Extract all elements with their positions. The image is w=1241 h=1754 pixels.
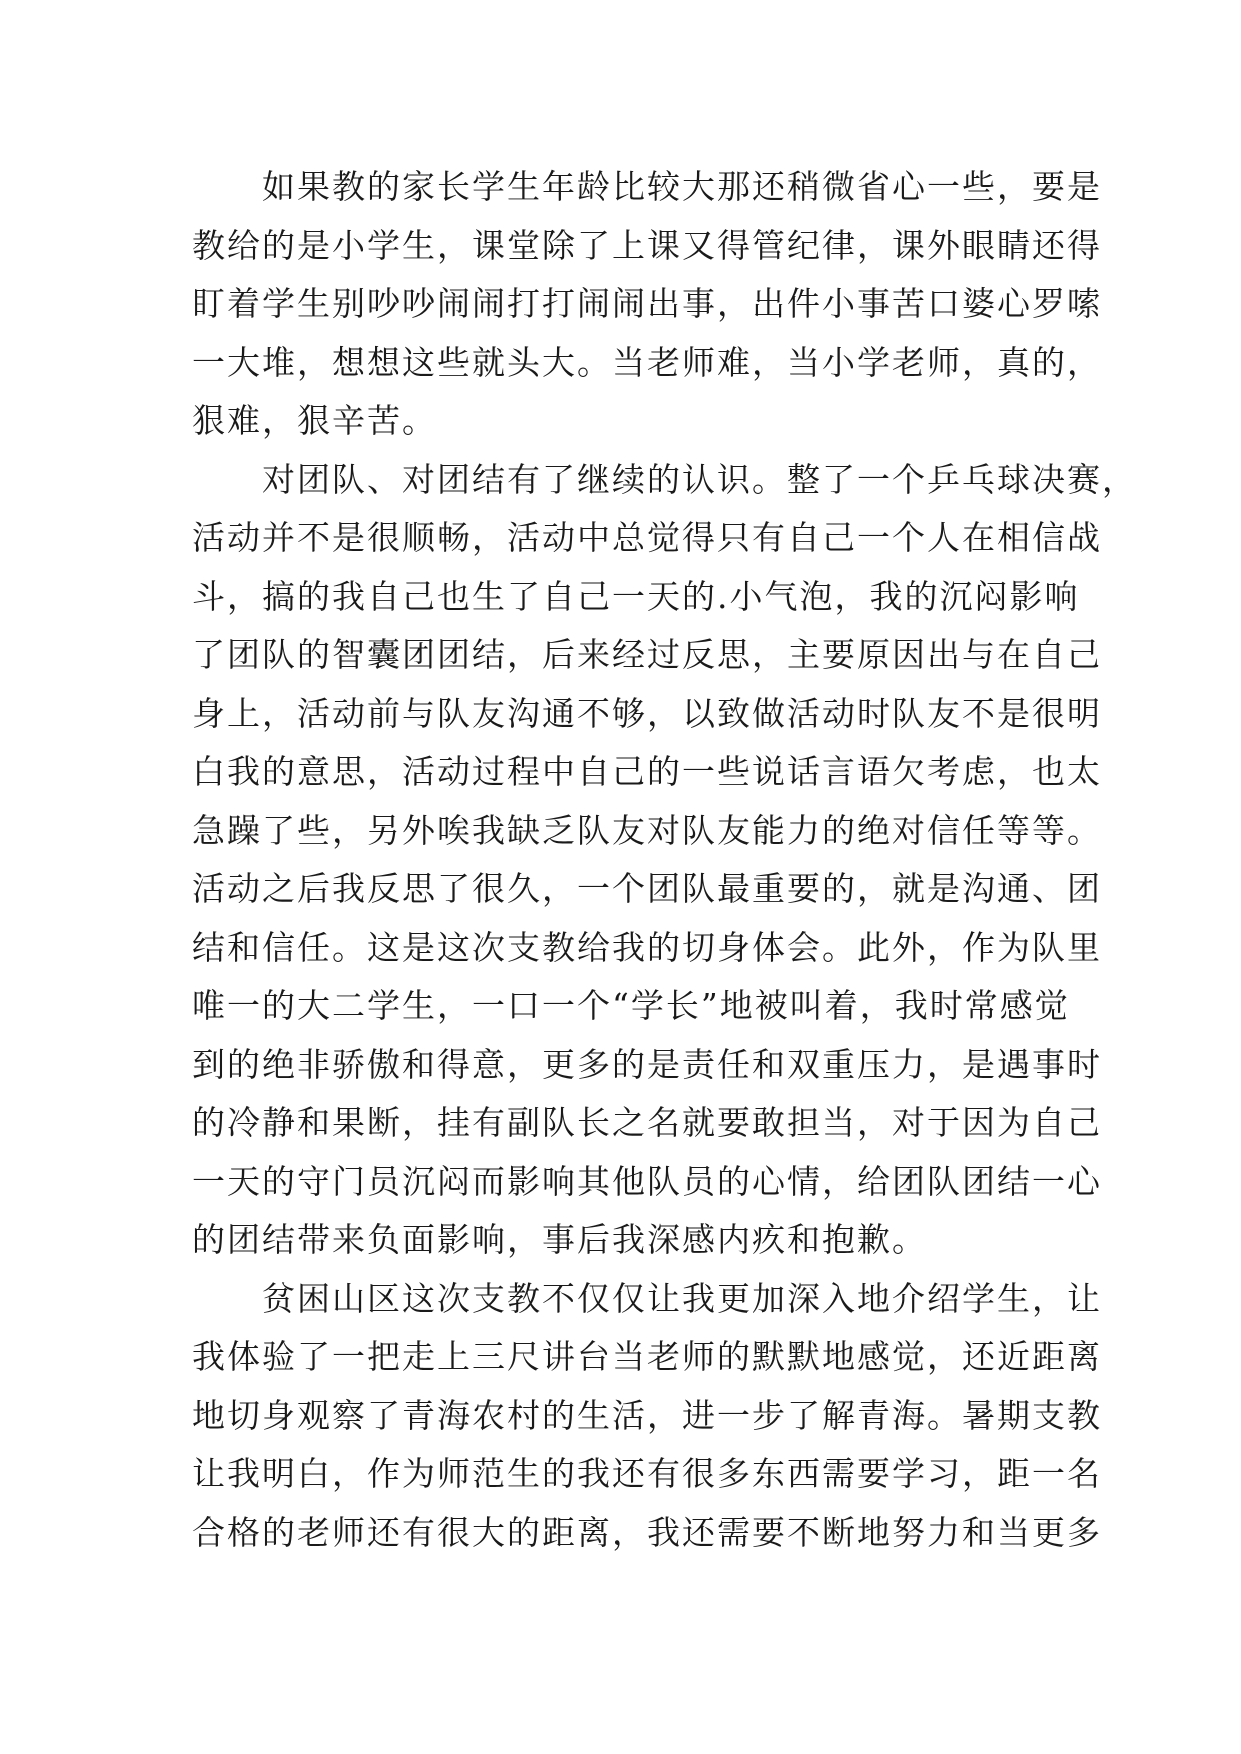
text-line: 结和信任。这是这次支教给我的切身体会。此外，作为队里 <box>192 927 1102 967</box>
text-line: 合格的老师还有很大的距离，我还需要不断地努力和当更多 <box>192 1512 1102 1552</box>
text-line: 身上，活动前与队友沟通不够，以致做活动时队友不是很明 <box>192 693 1102 733</box>
document-body <box>192 158 1137 1562</box>
text-line: 白我的意思，活动过程中自己的一些说话言语欠考虑，也太 <box>192 752 1102 791</box>
text-line: 唯一的大二学生，一口一个“学长”地被叫着，我时常感觉 <box>192 986 1070 1025</box>
text-line: 的团结带来负面影响，事后我深感内疚和抱歉。 <box>192 1220 927 1259</box>
paragraph-2 <box>192 451 1137 1270</box>
text-line: 如果教的家长学生年龄比较大那还稍微省心一些，要是 <box>262 167 1102 206</box>
text-line: 对团队、对团结有了继续的认识。整了一个乒乓球决赛， <box>262 459 1137 499</box>
text-line: 一天的守门员沉闷而影响其他队员的心情，给团队团结一心 <box>192 1161 1102 1201</box>
text-line: 了团队的智囊团团结，后来经过反思，主要原因出与在自己 <box>192 635 1102 674</box>
text-line: 的冷静和果断，挂有副队长之名就要敢担当，对于因为自己 <box>192 1103 1102 1142</box>
text-line: 一大堆，想想这些就头大。当老师难，当小学老师，真的， <box>192 342 1102 382</box>
text-line: 到的绝非骄傲和得意，更多的是责任和双重压力，是遇事时 <box>192 1044 1102 1084</box>
text-line: 急躁了些，另外唉我缺乏队友对队友能力的绝对信任等等。 <box>192 810 1102 850</box>
text-line: 活动之后我反思了很久，一个团队最重要的，就是沟通、团 <box>192 869 1102 908</box>
paragraph-3 <box>192 1270 1102 1563</box>
text-line: 斗，搞的我自己也生了自己一天的.小气泡，我的沉闷影响 <box>192 576 1080 616</box>
text-line: 我体验了一把走上三尺讲台当老师的默默地感觉，还近距离 <box>192 1337 1102 1376</box>
text-line: 活动并不是很顺畅，活动中总觉得只有自己一个人在相信战 <box>192 518 1102 557</box>
text-line: 贫困山区这次支教不仅仅让我更加深入地介绍学生，让 <box>262 1278 1102 1318</box>
paragraph-1 <box>192 158 1102 451</box>
text-line: 让我明白，作为师范生的我还有很多东西需要学习，距一名 <box>192 1454 1102 1493</box>
text-line: 地切身观察了青海农村的生活，进一步了解青海。暑期支教 <box>192 1395 1102 1435</box>
text-line: 教给的是小学生，课堂除了上课又得管纪律，课外眼睛还得 <box>192 225 1102 265</box>
text-line: 盯着学生别吵吵闹闹打打闹闹出事，出件小事苦口婆心罗嗦 <box>192 284 1102 323</box>
text-line: 狠难，狠辛苦。 <box>192 401 437 440</box>
